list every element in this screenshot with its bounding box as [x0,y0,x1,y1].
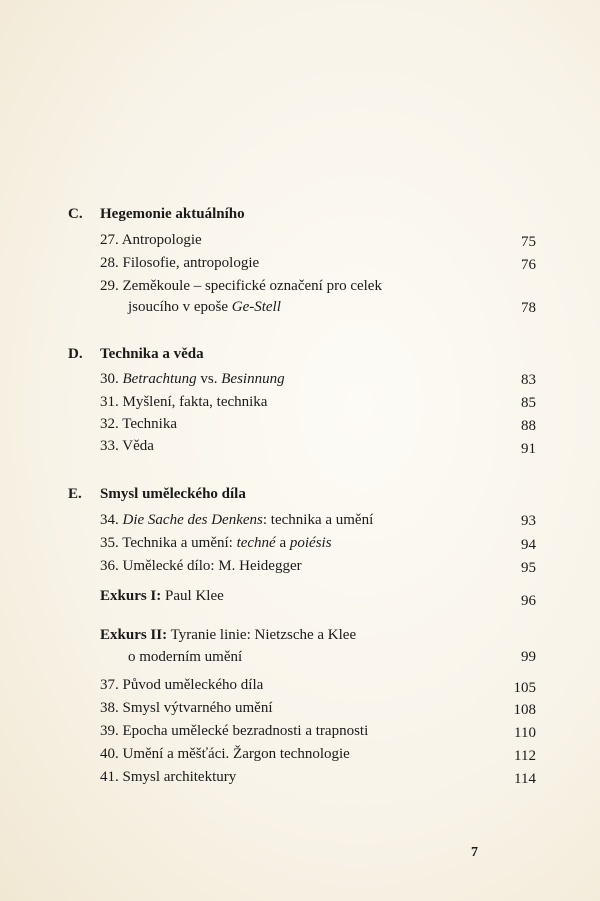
entry-page: 88 [521,418,536,434]
entry-page: 93 [521,513,536,529]
toc-entry-continued [128,296,281,318]
toc-excursus [100,585,224,607]
section-letter: C. [68,206,83,222]
entry-page: 96 [521,593,536,609]
entry-number: 33. [100,438,119,454]
entry-page: 105 [513,680,536,696]
entry-page: 85 [521,395,536,411]
entry-title: a [275,535,290,551]
section-letter: D. [68,346,83,362]
entry-page: 78 [521,300,536,316]
toc-entry [100,766,236,788]
entry-title: Epocha umělecké bezradnosti a trapnosti [122,723,369,739]
entry-title: Umění a měšťáci. Žargon technologie [122,746,350,762]
entry-number: 36. [100,558,119,574]
entry-number: 27. [100,232,119,248]
entry-title: Věda [122,438,154,454]
entry-number: 38. [100,700,119,716]
entry-number: 40. [100,746,119,762]
entry-title-italic: Besinnung [221,371,285,387]
toc-entry [100,674,263,696]
entry-title: Smysl architektury [122,769,237,785]
excursus-label: Exkurs I: [100,588,162,604]
entry-page: 108 [513,702,536,718]
toc-entry [100,555,302,577]
toc-entry [100,275,382,297]
entry-page: 91 [521,441,536,457]
page-folio: 7 [471,845,478,860]
entry-page: 99 [521,649,536,665]
entry-title-italic: Betrachtung [122,371,197,387]
toc-entry [100,509,373,531]
entry-title: Umělecké dílo: M. Heidegger [122,558,302,574]
entry-title: Technika a umění: [122,535,237,551]
entry-page: 75 [521,234,536,250]
entry-number: 31. [100,394,119,410]
entry-number: 39. [100,723,119,739]
entry-title: Paul Klee [161,588,224,604]
entry-title: jsoucího v epoše [128,299,232,315]
entry-page: 114 [514,771,536,787]
entry-title: Myšlení, fakta, technika [122,394,268,410]
entry-title: Technika [122,416,177,432]
entry-page: 112 [514,748,536,764]
entry-number: 28. [100,255,119,271]
toc-entry [100,743,350,765]
section-title: Smysl uměleckého díla [100,486,246,502]
section-title: Technika a věda [100,346,204,362]
entry-number: 35. [100,535,119,551]
toc-entry [100,532,332,554]
toc-entry [100,368,285,390]
entry-title: Původ uměleckého díla [122,677,264,693]
entry-page: 76 [521,257,536,273]
entry-title: Smysl výtvarného umění [122,700,273,716]
toc-entry [100,720,368,742]
entry-number: 34. [100,512,119,528]
entry-page: 110 [514,725,536,741]
entry-title: vs. [196,371,222,387]
entry-title: : technika a umění [262,512,374,528]
entry-title-italic: poiésis [289,535,332,551]
entry-title-italic: Ge-Stell [231,299,281,315]
entry-page: 95 [521,560,536,576]
toc-entry [100,252,259,274]
entry-title-italic: Die Sache des Denkens [122,512,263,528]
entry-title: Tyranie linie: Nietzsche a Klee [167,627,357,643]
toc-entry [100,697,273,719]
toc-excursus [100,624,356,646]
toc-entry-continued: o moderním umění [128,649,243,665]
entry-title-italic: techné [236,535,276,551]
section-title: Hegemonie aktuálního [100,206,245,222]
entry-number: 37. [100,677,119,693]
entry-page: 94 [521,537,536,553]
entry-number: 29. [100,278,119,294]
excursus-label: Exkurs II: [100,627,168,643]
entry-number: 41. [100,769,119,785]
toc-entry [100,413,177,435]
entry-number: 32. [100,416,119,432]
entry-page: 83 [521,372,536,388]
toc-entry [100,229,202,251]
entry-number: 30. [100,371,119,387]
toc-entry [100,391,267,413]
entry-title: Antropologie [121,232,202,248]
section-letter: E. [68,486,82,502]
toc-entry [100,435,154,457]
entry-title: Zeměkoule – specifické označení pro celek [122,278,382,294]
entry-title: Filosofie, antropologie [122,255,260,271]
